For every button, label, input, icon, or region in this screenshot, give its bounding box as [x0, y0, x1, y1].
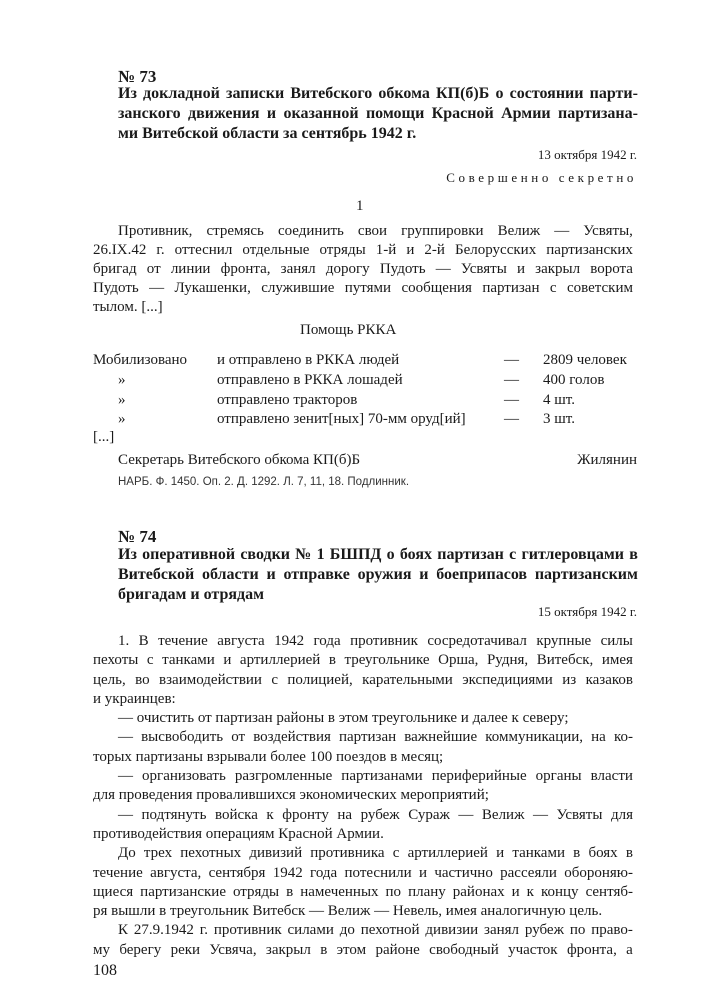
page-number: 108 — [93, 962, 117, 979]
doc73-title-line: ми Витебской области за сентябрь 1942 г. — [118, 125, 417, 142]
body-line: 1. В течение августа 1942 года противник сосредотачивал крупные силы — [118, 633, 633, 649]
body-line: му берегу реки Усвяча, закрыл в этом районе свободный участок фронта, а — [93, 941, 633, 958]
doc74-title — [118, 545, 638, 605]
paragraph-line: тылом. [...] — [93, 299, 163, 315]
body-line: — высвободить от воздействия партизан важнейшие коммуникации, на ко- — [118, 729, 633, 746]
body-line: До трех пехотных дивизий противника с артиллерией и танками в боях в — [118, 845, 633, 862]
body-line: противодействия операциям Красной Армии. — [93, 825, 384, 842]
paragraph-line: бригад от линии фронта, занял дорогу Пудоть — Усвяты и закрыл ворота — [93, 261, 633, 277]
doc73-ellipsis: [...] — [93, 429, 115, 445]
doc73-classification: Совершенно секретно — [446, 170, 637, 185]
aid-cell-value: 2809 человек — [543, 352, 627, 368]
body-line: щиеся партизанские отряды в намеченных по плану районах и к концу сентяб- — [93, 883, 633, 900]
body-line: течение августа, сентября 1942 года потеснили и частично рассеяли обороняю- — [93, 864, 633, 881]
aid-cell-label: » — [118, 372, 126, 388]
aid-cell-item: и отправлено в РККА людей — [217, 352, 400, 368]
body-line: торых партизаны взрывали более 100 поездов в месяц; — [93, 748, 444, 765]
body-line: — очистить от партизан районы в этом треугольнике и далее к северу; — [118, 710, 569, 727]
aid-cell-value: 400 голов — [543, 372, 605, 388]
doc74-title-line: бригадам и отрядам — [118, 586, 264, 603]
body-line: для проведения провалившихся экономических мероприятий; — [93, 787, 489, 804]
aid-cell-label: Мобилизовано — [93, 352, 188, 368]
aid-cell-item: отправлено зенит[ных] 70-мм оруд[ий] — [217, 411, 466, 427]
aid-cell-dash: — — [504, 372, 519, 388]
doc73-date: 13 октября 1942 г. — [537, 147, 637, 162]
aid-heading: Помощь РККА — [300, 322, 397, 338]
body-line: К 27.9.1942 г. противник силами до пехотной дивизии занял рубеж по право- — [118, 922, 633, 939]
aid-cell-label: » — [118, 411, 126, 427]
doc73-title — [118, 84, 638, 144]
paragraph-line: Пудоть — Лукашенки, служившие путями сообщения партизан с советским — [93, 280, 633, 296]
aid-cell-dash: — — [504, 411, 519, 427]
body-line: — подтянуть войска к фронту на рубеж Сураж — Велиж — Усвяты для — [118, 806, 633, 823]
doc73-title-line: Из докладной записки Витебского обкома КП(б)Б о состоянии парти- — [118, 85, 638, 102]
body-line: ря вышли в треугольник Витебск — Велиж — Невель, имея аналогичную цель. — [93, 903, 603, 920]
paragraph-line: 26.IX.42 г. оттеснил отдельные отряды 1-й и 2-й Белорусских партизанских — [93, 242, 633, 258]
body-line: цель, во взаимодействии с полицией, карательными экспедициями из казаков — [93, 671, 633, 688]
paragraph-line: Противник, стремясь соединить свои группировки Велиж — Усвяты, — [118, 223, 633, 239]
aid-cell-item: отправлено в РККА лошадей — [217, 372, 403, 388]
doc74-title-line: Витебской области и отправке оружия и боеприпасов партизанским — [118, 566, 638, 583]
aid-cell-dash: — — [504, 352, 519, 368]
signer-name: Жилянин — [577, 452, 637, 468]
body-line: — организовать разгромленные партизанами периферийные органы власти — [118, 768, 633, 785]
doc73-number: № 73 — [118, 67, 157, 86]
doc73-source: НАРБ. Ф. 1450. Оп. 2. Д. 1292. Л. 7, 11, 18. Подлинник. — [118, 476, 410, 488]
aid-cell-label: » — [118, 392, 126, 408]
doc74-date: 15 октября 1942 г. — [537, 604, 637, 619]
aid-cell-dash: — — [504, 392, 519, 408]
doc74-title-line: Из оперативной сводки № 1 БШПД о боях партизан с гитлеровцами в — [118, 546, 638, 563]
doc73-section-number: 1 — [356, 198, 364, 214]
signer-title: Секретарь Витебского обкома КП(б)Б — [118, 452, 361, 468]
aid-cell-value: 3 шт. — [543, 411, 575, 427]
aid-cell-value: 4 шт. — [543, 392, 575, 408]
doc74-body — [93, 632, 633, 960]
body-line: и украинцев: — [93, 690, 176, 707]
aid-cell-item: отправлено тракторов — [217, 392, 358, 408]
doc73-title-line: занского движения и оказанной помощи Красной Армии партизана- — [118, 105, 638, 122]
doc73-paragraph — [93, 222, 633, 317]
doc74-number: № 74 — [118, 527, 157, 546]
body-line: пехоты с танками и артиллерией в треугольнике Орша, Рудня, Витебск, имея — [93, 652, 633, 669]
